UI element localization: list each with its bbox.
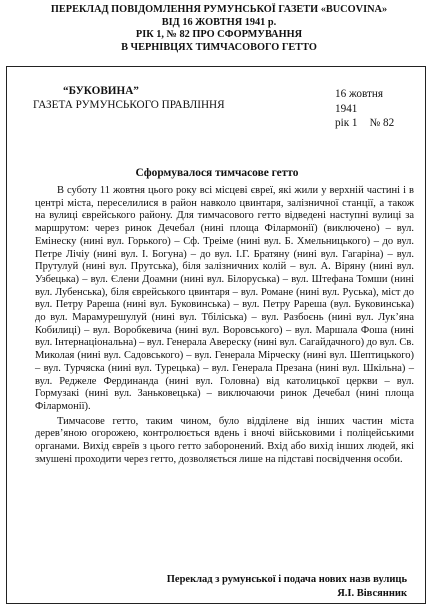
issue-year: 1941 bbox=[335, 102, 358, 115]
document-header bbox=[0, 4, 438, 54]
article-body bbox=[35, 185, 414, 468]
header-line: В ЧЕРНІВЦЯХ ТИМЧАСОВОГО ГЕТТО bbox=[121, 41, 317, 53]
translator-credit bbox=[167, 573, 407, 600]
translator-name: Я.І. Вівсянник bbox=[337, 587, 407, 599]
newspaper-name: “БУКОВИНА” bbox=[63, 85, 139, 97]
header-line: ПЕРЕКЛАД ПОВІДОМЛЕННЯ РУМУНСЬКОЇ ГАЗЕТИ «BUCOVINA» bbox=[50, 4, 388, 15]
header-line: ВІД 16 ЖОВТНЯ 1941 р. bbox=[161, 16, 277, 28]
issue-volume-line bbox=[335, 116, 394, 131]
issue-volume: рік 1 bbox=[335, 117, 358, 130]
header-line: РІК 1, № 82 ПРО СФОРМУВАННЯ bbox=[135, 29, 303, 41]
newspaper-subtitle: ГАЗЕТА РУМУНСЬКОГО ПРАВЛІННЯ bbox=[33, 98, 225, 111]
article-paragraph: Тимчасове гетто, таким чином, було відділене від інших частин міста дерев’яною огорожею, контролюється вдень і вночі військовими і поліцейськими органами. Вихід євреїв з цього гетто заборонений. Вхід або вихід інших людей, які змушені проходити через гетто, дозволяється лише на підставі посвідчення особи. bbox=[35, 415, 414, 465]
issue-info bbox=[335, 87, 394, 131]
newspaper-frame bbox=[6, 66, 426, 604]
issue-number: № 82 bbox=[369, 117, 395, 130]
article-title: Сформувалося тимчасове гетто bbox=[135, 167, 299, 179]
article-paragraph: В суботу 11 жовтня цього року всі місцеві євреї, які жили у верхній частині і в центрі міста, переселилися в район навколо цвинтаря, залізничної станції, а також на вулиці єврейського району. Для тимчасового гетто відведені наступні вулиці за маршрутом: через ринок Дечебал (нині площа Філармонії) (виключено) – вул. Емінеску (нині вул. Горького) – Сф. Треіме (нині вул. Б. Хмельницького) – до вул. Петре Лічіу (нині вул. І. Богуна) – до вул. І.Г. Братяну (нині вул. Гагаріна) – вул. Прутулуй (нині вул. Прутська), біля залізничних колій – вул. А. Віряну (нині вул. Узбецька) – вул. Єлени Доамни (нині вул. Білоруська) – вул. Штефана Томши (нині вул. Лубенська), біля єврейського цвинтаря – вул. Романе (нині вул. Руська), міст до вул. Петру Рареша (нині вул. Буковинська) – вул. Петру Рареша (вул. Буковинська) до вул. Марамурешулуй (нині вул. Тбіліська) – вул. Разбоєнь (нині вул. Лук’яна Кобилиці) – вул. Воробкевича (нині вул. Воровського) – вул. Маршала Фоша (нині вул. Інтернаціональна) – вул. Генерала Авереску (нині вул. Сагайдачного) до вул. Св. Миколая (нині вул. Садовського) – вул. Генерала Мірческу (нині вул. Шептицького) – вул. Турчяска (нині вул. Турецька) – вул. Генерала Презана (нині вул. Шкільна) – вул. Реджеле Фердинанда (нині вул. Головна) від католицької церкви – вул. Гормузакі (нині вул. Заньковецька) – виключаючи ринок Дечебал (нині площа Філармонії). bbox=[35, 185, 414, 412]
translation-note: Переклад з румунської і подача нових назв вулиць bbox=[166, 574, 407, 585]
issue-date: 16 жовтня bbox=[335, 88, 384, 100]
masthead bbox=[33, 85, 225, 112]
